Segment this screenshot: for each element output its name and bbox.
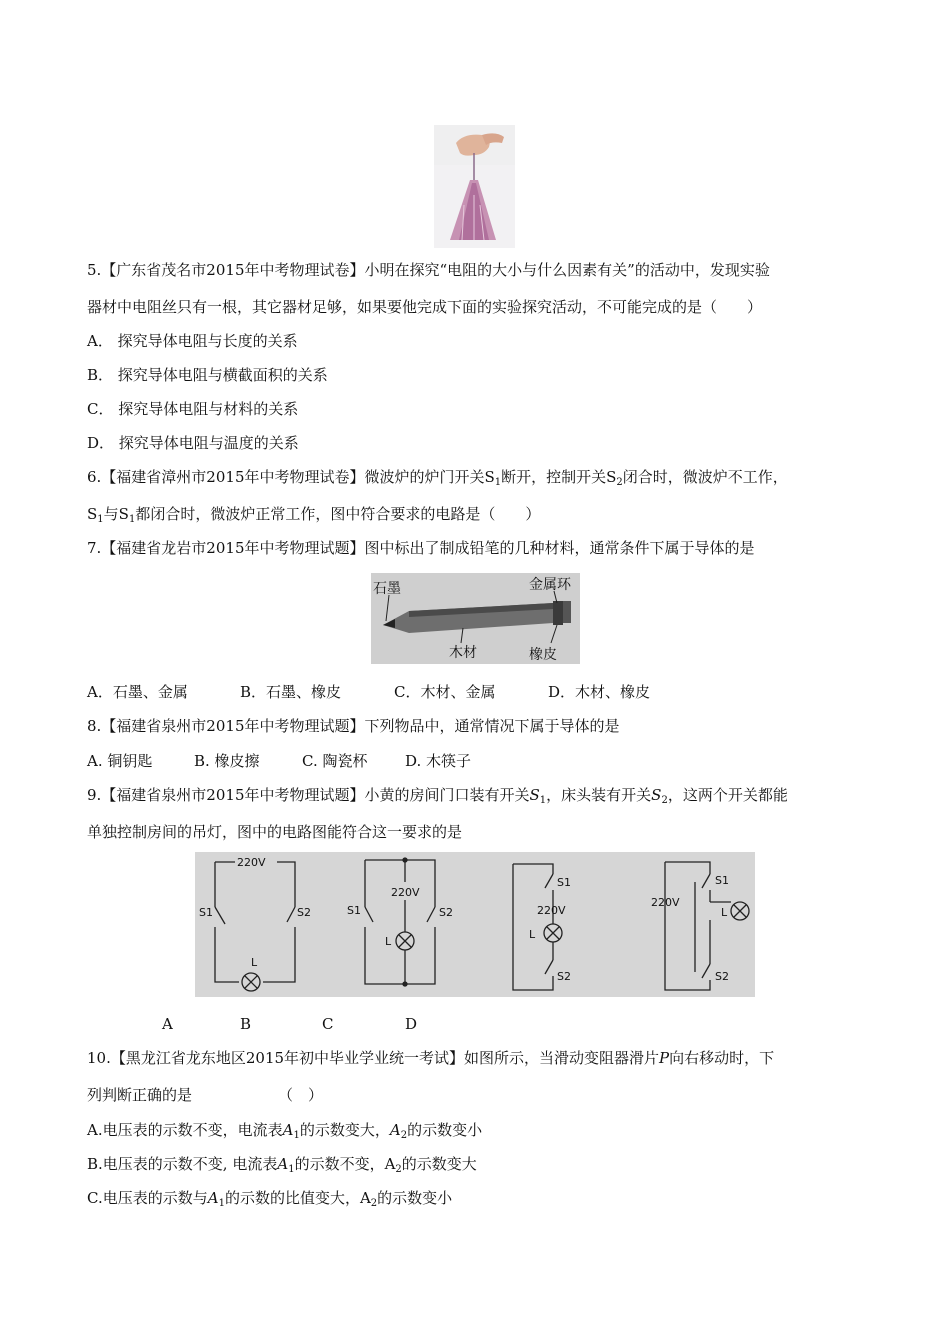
pencil-label-metal-ring: 金属环 [529, 577, 571, 593]
q5-option-a: A． 探究导体电阻与长度的关系 [87, 332, 298, 350]
svg-text:S2: S2 [439, 906, 453, 919]
svg-text:S2: S2 [557, 970, 571, 983]
q8-option-c: C. 陶瓷杯 [302, 752, 368, 770]
q10-option-c: C.电压表的示数与$A_1$的示数的比值变大，$A_2$的示数变小 [87, 1189, 453, 1209]
q5-option-d: D． 探究导体电阻与温度的关系 [87, 434, 299, 452]
q7-option-d: D．木材、橡皮 [548, 683, 651, 701]
q7-stem: 7.【福建省龙岩市2015年中考物理试题】图中标出了制成铅笔的几种材料，通常条件下属于导体的是 [87, 539, 755, 557]
q6-stem-line1: 6.【福建省漳州市2015年中考物理试卷】微波炉的炉门开关$S_1$断开，控制开关$S_2$闭合时，微波炉不工作， [87, 468, 788, 488]
q9-stem-line1: 9.【福建省泉州市2015年中考物理试题】小黄的房间门口装有开关$S_1$，床头装有开关$S_2$，这两个开关都能 [87, 786, 788, 806]
q9-label-d: D [405, 1015, 418, 1033]
svg-text:L: L [529, 928, 536, 941]
svg-text:220V: 220V [537, 904, 566, 917]
svg-text:S2: S2 [715, 970, 729, 983]
svg-text:L: L [385, 935, 392, 948]
pencil-figure [371, 573, 580, 664]
q10-stem-line1: 10.【黑龙江省龙东地区2015年初中毕业学业统一考试】如图所示，当滑动变阻器滑片P向右移动时，下 [87, 1049, 775, 1067]
svg-text:S1: S1 [347, 904, 361, 917]
svg-text:L: L [721, 906, 728, 919]
svg-text:S1: S1 [715, 874, 729, 887]
svg-text:220V: 220V [237, 856, 266, 869]
q10-stem-line2: 列判断正确的是 （ ） [87, 1086, 324, 1104]
circuit-diagrams [195, 852, 755, 997]
q9-stem-line2: 单独控制房间的吊灯，图中的电路图能符合这一要求的是 [87, 823, 463, 841]
svg-text:220V: 220V [391, 886, 420, 899]
svg-text:S1: S1 [199, 906, 213, 919]
q5-option-c: C． 探究导体电阻与材料的关系 [87, 400, 299, 418]
pencil-label-wood: 木材 [449, 645, 477, 661]
q10-option-a: A.电压表的示数不变，电流表$A_1$的示数变大，$A_2$的示数变小 [87, 1121, 483, 1141]
q10-option-b: B.电压表的示数不变, 电流表$A_1$的示数不变，$A_2$的示数变大 [87, 1155, 477, 1175]
q5-stem-line2: 器材中电阻丝只有一根，其它器材足够，如果要他完成下面的实验探究活动，不可能完成的是（ ） [87, 298, 763, 316]
q8-option-d: D. 木筷子 [405, 752, 472, 770]
q9-label-b: B [240, 1015, 252, 1033]
pencil-label-graphite: 石墨 [373, 581, 401, 597]
svg-text:L: L [251, 956, 258, 969]
q7-option-c: C．木材、金属 [394, 683, 496, 701]
pencil-label-rubber: 橡皮 [529, 647, 557, 663]
q9-label-a: A [162, 1015, 173, 1033]
svg-text:S2: S2 [297, 906, 311, 919]
q8-option-a: A. 铜钥匙 [87, 752, 153, 770]
svg-text:220V: 220V [651, 896, 680, 909]
q6-stem-line2: $S_1$与$S_1$都闭合时，微波炉正常工作，图中符合要求的电路是（ ） [87, 505, 541, 525]
q7-option-a: A．石墨、金属 [87, 683, 188, 701]
q5-option-b: B． 探究导体电阻与横截面积的关系 [87, 366, 328, 384]
svg-text:S1: S1 [557, 876, 571, 889]
tassel-photo [434, 125, 515, 248]
q8-option-b: B. 橡皮擦 [194, 752, 260, 770]
q7-option-b: B．石墨、橡皮 [240, 683, 342, 701]
q8-stem: 8.【福建省泉州市2015年中考物理试题】下列物品中，通常情况下属于导体的是 [87, 717, 620, 735]
q9-label-c: C [322, 1015, 334, 1033]
q5-stem-line1: 5.【广东省茂名市2015年中考物理试卷】小明在探究“电阻的大小与什么因素有关”的活动中，发现实验 [87, 261, 770, 279]
